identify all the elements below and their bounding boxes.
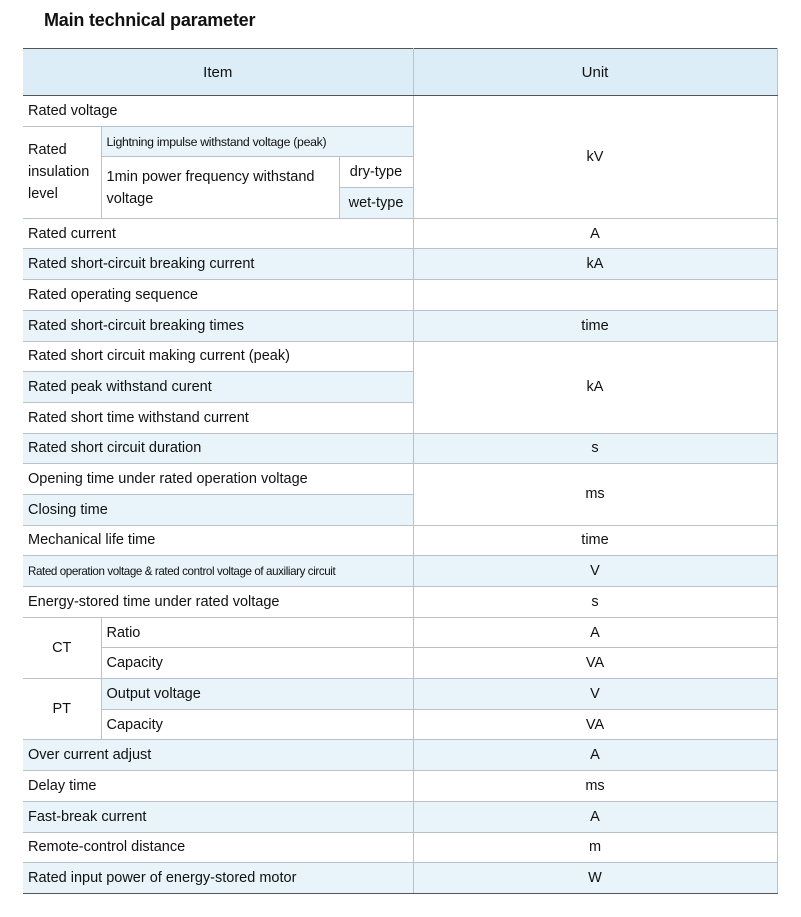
- row-label: Capacity: [101, 648, 413, 679]
- row-unit: s: [413, 587, 777, 618]
- table-row: [23, 341, 777, 372]
- row-label: Rated operation voltage & rated control voltage of auxiliary circuit: [23, 556, 413, 587]
- row-unit: ms: [413, 771, 777, 802]
- table-row: [23, 832, 777, 863]
- row-label: Ratio: [101, 617, 413, 648]
- ct-label: CT: [23, 617, 101, 678]
- row-label: Rated input power of energy-stored motor: [23, 863, 413, 894]
- row-unit: A: [413, 740, 777, 771]
- row-label: Rated current: [23, 218, 413, 249]
- table-row: [23, 525, 777, 556]
- row-unit: ms: [413, 464, 777, 525]
- table-row: [23, 433, 777, 464]
- row-unit: V: [413, 679, 777, 710]
- row-unit: W: [413, 863, 777, 894]
- power-frequency-label: 1min power frequency withstand voltage: [101, 157, 339, 218]
- row-label: Fast-break current: [23, 801, 413, 832]
- header-unit: Unit: [413, 49, 777, 96]
- table-row: [23, 740, 777, 771]
- row-unit: A: [413, 617, 777, 648]
- parameter-table: [23, 48, 777, 894]
- row-label: Rated operating sequence: [23, 280, 413, 311]
- row-unit: [413, 280, 777, 311]
- row-unit: V: [413, 556, 777, 587]
- row-label: Lightning impulse withstand voltage (peak): [101, 126, 413, 157]
- page-title: Main technical parameter: [44, 10, 256, 30]
- row-unit: VA: [413, 709, 777, 740]
- row-label: Rated short circuit duration: [23, 433, 413, 464]
- row-unit: VA: [413, 648, 777, 679]
- row-label: Rated short time withstand current: [23, 402, 413, 433]
- row-unit: m: [413, 832, 777, 863]
- table-row: [23, 464, 777, 495]
- row-label: Mechanical life time: [23, 525, 413, 556]
- table-row: [23, 249, 777, 280]
- row-label: Energy-stored time under rated voltage: [23, 587, 413, 618]
- table-row: [23, 617, 777, 648]
- table-row: [23, 280, 777, 311]
- table-row: [23, 218, 777, 249]
- row-unit: kA: [413, 341, 777, 433]
- row-unit: kA: [413, 249, 777, 280]
- table-row: [23, 771, 777, 802]
- row-label: Closing time: [23, 494, 413, 525]
- table-row: [23, 863, 777, 894]
- table-row: [23, 96, 777, 127]
- row-label: Rated short circuit making current (peak): [23, 341, 413, 372]
- table-row: [23, 648, 777, 679]
- row-label: Delay time: [23, 771, 413, 802]
- row-unit: A: [413, 801, 777, 832]
- row-unit: A: [413, 218, 777, 249]
- row-label: Opening time under rated operation voltage: [23, 464, 413, 495]
- row-label: Remote-control distance: [23, 832, 413, 863]
- row-label: Rated peak withstand curent: [23, 372, 413, 403]
- row-unit: time: [413, 525, 777, 556]
- table-row: [23, 310, 777, 341]
- table-row: [23, 801, 777, 832]
- insulation-label: Rated insulation level: [23, 126, 101, 218]
- table-row: [23, 587, 777, 618]
- row-label: Over current adjust: [23, 740, 413, 771]
- header-item: Item: [23, 49, 413, 96]
- row-label: dry-type: [339, 157, 413, 188]
- pt-label: PT: [23, 679, 101, 740]
- row-unit: kV: [413, 96, 777, 219]
- table-header: [23, 49, 777, 96]
- row-label: Output voltage: [101, 679, 413, 710]
- table-row: [23, 556, 777, 587]
- row-label: wet-type: [339, 188, 413, 219]
- row-unit: time: [413, 310, 777, 341]
- row-label: Rated short-circuit breaking current: [23, 249, 413, 280]
- table-row: [23, 709, 777, 740]
- row-unit: s: [413, 433, 777, 464]
- row-label: Capacity: [101, 709, 413, 740]
- table-row: [23, 679, 777, 710]
- row-label: Rated short-circuit breaking times: [23, 310, 413, 341]
- row-label: Rated voltage: [23, 96, 413, 127]
